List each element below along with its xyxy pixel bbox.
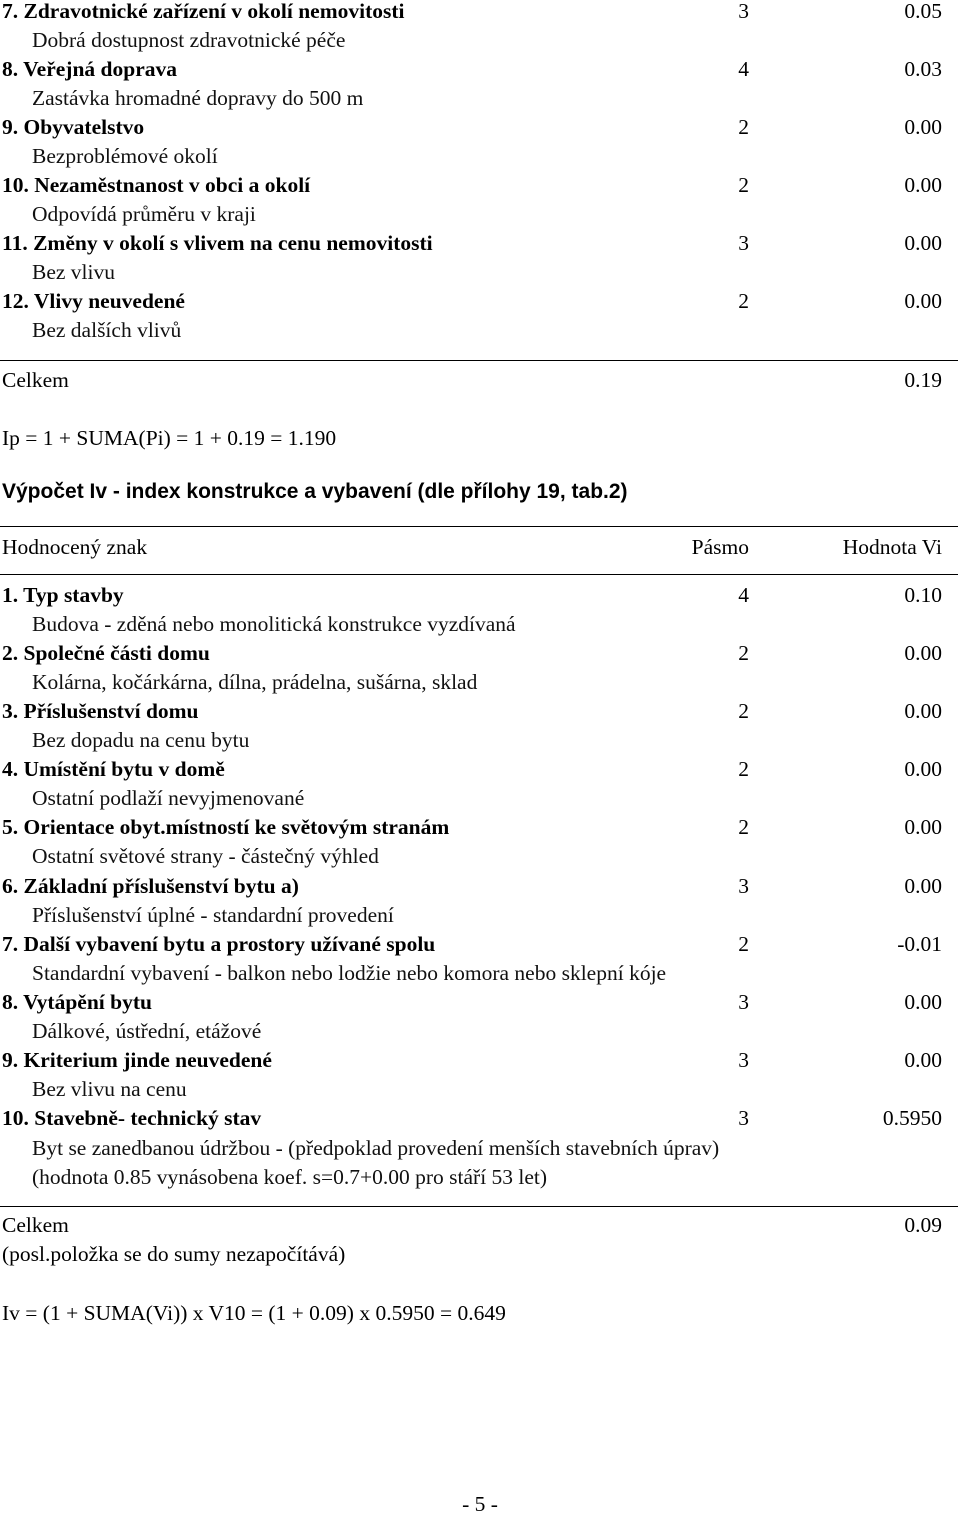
item-value: 0.00: [904, 173, 942, 197]
item-title: 8. Veřejná doprava: [2, 57, 177, 81]
section-heading: Výpočet Iv - index konstrukce a vybavení (dle přílohy 19, tab.2): [2, 480, 628, 503]
item-b-4-desc-row: [0, 784, 960, 813]
item-b-8-row: [0, 988, 960, 1017]
item-value: 0.00: [904, 990, 942, 1014]
item-pasmo: 3: [738, 1106, 749, 1130]
item-b-9-desc-row: [0, 1075, 960, 1104]
item-pasmo: 2: [738, 699, 749, 723]
item-value: 0.00: [904, 641, 942, 665]
item-value: -0.01: [897, 932, 942, 956]
item-b-8-desc-row: [0, 1017, 960, 1046]
item-title: 8. Vytápění bytu: [2, 990, 152, 1014]
item-b-1-desc-row: [0, 610, 960, 639]
item-title: 2. Společné části domu: [2, 641, 210, 665]
item-title: 1. Typ stavby: [2, 583, 124, 607]
item-value: 0.00: [904, 874, 942, 898]
item-a-7-row: [0, 0, 960, 26]
formula-ip: Ip = 1 + SUMA(Pi) = 1 + 0.19 = 1.190: [2, 426, 337, 450]
item-value: 0.00: [904, 699, 942, 723]
item-a-8-desc-row: [0, 84, 960, 113]
item-value: 0.00: [904, 289, 942, 313]
column-header-pasmo: Pásmo: [691, 535, 749, 559]
item-a-9-desc-row: [0, 142, 960, 171]
item-description: Odpovídá průměru v kraji: [32, 202, 256, 226]
item-b-1-row: [0, 581, 960, 610]
item-a-8-row: [0, 55, 960, 84]
divider: [0, 1206, 958, 1207]
item-value: 0.5950: [882, 1106, 942, 1130]
item-value: 0.00: [904, 815, 942, 839]
item-title: 7. Zdravotnické zařízení v okolí nemovitosti: [2, 0, 405, 23]
item-description: Bez dalších vlivů: [32, 318, 182, 342]
item-description: Dobrá dostupnost zdravotnické péče: [32, 28, 346, 52]
item-title: 10. Stavebně- technický stav: [2, 1106, 262, 1130]
item-b-10-desc-row: [0, 1134, 960, 1163]
item-pasmo: 2: [738, 815, 749, 839]
item-title: 11. Změny v okolí s vlivem na cenu nemovitosti: [2, 231, 433, 255]
item-b-3-row: [0, 697, 960, 726]
item-description: Bez vlivu na cenu: [32, 1077, 187, 1101]
item-pasmo: 3: [738, 0, 749, 23]
item-title: 12. Vlivy neuvedené: [2, 289, 185, 313]
item-description: Byt se zanedbanou údržbou - (předpoklad provedení menších stavebních úprav): [32, 1136, 720, 1160]
item-description: Zastávka hromadné dopravy do 500 m: [32, 86, 364, 110]
item-a-9-row: [0, 113, 960, 142]
item-title: 4. Umístění bytu v domě: [2, 757, 225, 781]
formula-iv: Iv = (1 + SUMA(Vi)) x V10 = (1 + 0.09) x 0.5950 = 0.649: [2, 1301, 506, 1325]
divider: [0, 360, 958, 361]
item-b-6-row: [0, 872, 960, 901]
column-header-znak: Hodnocený znak: [2, 535, 148, 559]
item-title: 7. Další vybavení bytu a prostory užívané spolu: [2, 932, 436, 956]
item-value: 0.00: [904, 231, 942, 255]
total-value: 0.19: [904, 368, 942, 392]
item-value: 0.00: [904, 1048, 942, 1072]
item-b-9-row: [0, 1046, 960, 1075]
item-a-10-desc-row: [0, 200, 960, 229]
item-title: 6. Základní příslušenství bytu a): [2, 874, 299, 898]
item-value: 0.00: [904, 115, 942, 139]
item-value: 0.00: [904, 757, 942, 781]
item-b-2-row: [0, 639, 960, 668]
table-header-row: [0, 533, 960, 562]
item-a-12-row: [0, 287, 960, 316]
item-title: 9. Kriterium jinde neuvedené: [2, 1048, 272, 1072]
total-a-row: [0, 366, 960, 395]
item-description: Budova - zděná nebo monolitická konstrukce vyzdívaná: [32, 612, 516, 636]
item-description: Bezproblémové okolí: [32, 144, 218, 168]
item-title: 3. Příslušenství domu: [2, 699, 199, 723]
item-pasmo: 3: [738, 990, 749, 1014]
item-b-5-row: [0, 813, 960, 842]
item-description: Ostatní světové strany - částečný výhled: [32, 844, 379, 868]
item-value: 0.10: [904, 583, 942, 607]
item-description: Kolárna, kočárkárna, dílna, prádelna, sušárna, sklad: [32, 670, 478, 694]
item-pasmo: 4: [738, 583, 749, 607]
item-a-11-desc-row: [0, 258, 960, 287]
item-value: 0.03: [904, 57, 942, 81]
item-b-3-desc-row: [0, 726, 960, 755]
item-pasmo: 3: [738, 231, 749, 255]
item-description-note: (hodnota 0.85 vynásobena koef. s=0.7+0.00 pro stáří 53 let): [32, 1165, 548, 1189]
item-b-7-desc-row: [0, 959, 960, 988]
item-pasmo: 2: [738, 115, 749, 139]
item-description: Dálkové, ústřední, etážové: [32, 1019, 262, 1043]
total-label: Celkem: [2, 1213, 69, 1237]
total-b-row: [0, 1211, 960, 1240]
item-title: 9. Obyvatelstvo: [2, 115, 145, 139]
item-b-10-row: [0, 1104, 960, 1133]
item-a-10-row: [0, 171, 960, 200]
item-a-7-desc-row: [0, 26, 960, 55]
item-pasmo: 3: [738, 1048, 749, 1072]
item-pasmo: 2: [738, 289, 749, 313]
item-value: 0.05: [904, 0, 942, 23]
item-description: Standardní vybavení - balkon nebo lodžie nebo komora nebo sklepní kóje: [32, 961, 667, 985]
item-pasmo: 4: [738, 57, 749, 81]
item-pasmo: 3: [738, 874, 749, 898]
item-pasmo: 2: [738, 173, 749, 197]
item-title: 5. Orientace obyt.místností ke světovým stranám: [2, 815, 450, 839]
item-b-5-desc-row: [0, 842, 960, 871]
item-description: Ostatní podlaží nevyjmenované: [32, 786, 305, 810]
item-b-7-row: [0, 930, 960, 959]
item-description: Bez dopadu na cenu bytu: [32, 728, 250, 752]
item-description: Bez vlivu: [32, 260, 115, 284]
total-label: Celkem: [2, 368, 69, 392]
item-b-10-desc2-row: [0, 1163, 960, 1192]
item-pasmo: 2: [738, 757, 749, 781]
column-header-hodnota: Hodnota Vi: [842, 535, 942, 559]
item-a-11-row: [0, 229, 960, 258]
item-b-4-row: [0, 755, 960, 784]
total-note: (posl.položka se do sumy nezapočítává): [2, 1242, 346, 1266]
item-title: 10. Nezaměstnanost v obci a okolí: [2, 173, 311, 197]
divider: [0, 574, 958, 575]
page-number: - 5 -: [462, 1492, 498, 1516]
item-pasmo: 2: [738, 932, 749, 956]
item-description: Příslušenství úplné - standardní provedení: [32, 903, 394, 927]
item-a-12-desc-row: [0, 316, 960, 345]
item-pasmo: 2: [738, 641, 749, 665]
item-b-6-desc-row: [0, 901, 960, 930]
divider: [0, 526, 958, 527]
item-b-2-desc-row: [0, 668, 960, 697]
total-value: 0.09: [904, 1213, 942, 1237]
